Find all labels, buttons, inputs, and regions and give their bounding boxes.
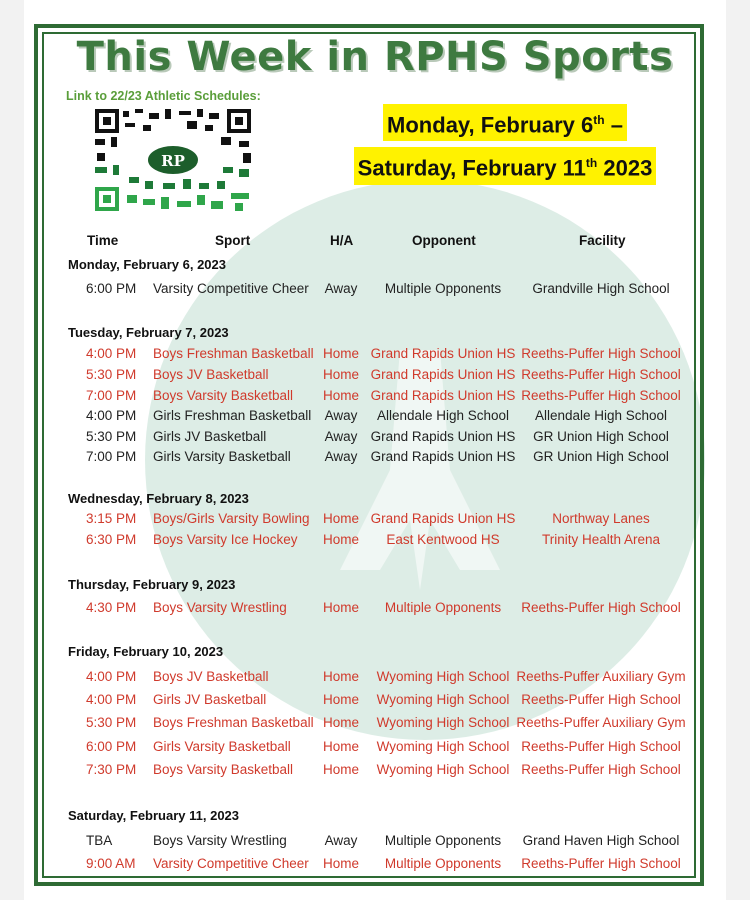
game-opponent: Multiple Opponents xyxy=(384,281,502,296)
page-title: This Week in RPHS Sports xyxy=(76,34,674,80)
game-sport: Boys Varsity Wrestling xyxy=(153,600,287,615)
game-time: TBA xyxy=(86,833,113,848)
game-opponent: Allendale High School xyxy=(376,408,510,423)
game-opponent: Multiple Opponents xyxy=(384,833,502,848)
game-sport: Boys/Girls Varsity Bowling xyxy=(153,511,310,526)
game-home-away: Away xyxy=(324,429,358,444)
game-time: 5:30 PM xyxy=(86,429,137,444)
game-home-away: Home xyxy=(322,739,360,754)
game-facility: GR Union High School xyxy=(533,429,669,444)
game-opponent: East Kentwood HS xyxy=(386,532,500,547)
day-heading: Thursday, February 9, 2023 xyxy=(68,577,236,592)
qr-code-icon[interactable] xyxy=(93,107,253,213)
game-opponent: Multiple Opponents xyxy=(384,856,502,871)
game-facility: Allendale High School xyxy=(534,408,668,423)
game-facility: Reeths-Puffer High School xyxy=(521,346,681,361)
game-home-away: Away xyxy=(324,281,358,296)
game-time: 3:15 PM xyxy=(86,511,137,526)
game-home-away: Home xyxy=(322,715,360,730)
game-sport: Boys Varsity Wrestling xyxy=(153,833,287,848)
game-home-away: Away xyxy=(324,408,358,423)
column-header-ha: H/A xyxy=(330,233,354,248)
game-facility: Grand Haven High School xyxy=(522,833,680,848)
game-time: 4:00 PM xyxy=(86,669,137,684)
game-sport: Girls Freshman Basketball xyxy=(153,408,312,423)
game-home-away: Home xyxy=(322,762,360,777)
column-header-sport: Sport xyxy=(215,233,251,248)
game-sport: Boys Varsity Basketball xyxy=(153,762,294,777)
game-sport: Boys JV Basketball xyxy=(153,367,269,382)
game-opponent: Grand Rapids Union HS xyxy=(370,511,516,526)
game-time: 4:00 PM xyxy=(86,408,137,423)
game-opponent: Grand Rapids Union HS xyxy=(370,346,516,361)
game-home-away: Away xyxy=(324,449,358,464)
game-home-away: Home xyxy=(322,388,360,403)
game-sport: Boys Varsity Basketball xyxy=(153,388,294,403)
game-opponent: Grand Rapids Union HS xyxy=(370,367,516,382)
game-time: 4:30 PM xyxy=(86,600,137,615)
game-sport: Boys JV Basketball xyxy=(153,669,269,684)
game-sport: Varsity Competitive Cheer xyxy=(153,281,309,296)
game-home-away: Home xyxy=(322,669,360,684)
game-opponent: Wyoming High School xyxy=(376,669,510,684)
game-sport: Varsity Competitive Cheer xyxy=(153,856,309,871)
game-facility: Reeths-Puffer High School xyxy=(521,856,681,871)
game-time: 6:30 PM xyxy=(86,532,137,547)
game-home-away: Home xyxy=(322,346,360,361)
game-facility: Reeths-Puffer High School xyxy=(521,762,681,777)
game-home-away: Home xyxy=(322,511,360,526)
game-time: 7:00 PM xyxy=(86,449,137,464)
game-facility: Reeths-Puffer Auxiliary Gym xyxy=(516,715,686,730)
date-line-1: Monday, February 6th – xyxy=(383,104,627,141)
game-opponent: Grand Rapids Union HS xyxy=(370,388,516,403)
game-sport: Girls JV Basketball xyxy=(153,429,267,444)
game-home-away: Home xyxy=(322,367,360,382)
game-time: 4:00 PM xyxy=(86,346,137,361)
game-time: 6:00 PM xyxy=(86,739,137,754)
day-heading: Friday, February 10, 2023 xyxy=(68,644,224,659)
game-time: 9:00 AM xyxy=(86,856,136,871)
game-home-away: Home xyxy=(322,600,360,615)
game-opponent: Grand Rapids Union HS xyxy=(370,449,516,464)
game-opponent: Multiple Opponents xyxy=(384,600,502,615)
game-facility: Reeths-Puffer High School xyxy=(521,367,681,382)
game-facility: Northway Lanes xyxy=(552,511,650,526)
game-facility: Reeths-Puffer High School xyxy=(521,388,681,403)
game-opponent: Wyoming High School xyxy=(376,762,510,777)
game-time: 5:30 PM xyxy=(86,367,137,382)
date-range-banner xyxy=(340,104,670,191)
game-time: 6:00 PM xyxy=(86,281,137,296)
game-facility: GR Union High School xyxy=(533,449,669,464)
game-time: 4:00 PM xyxy=(86,692,137,707)
game-sport: Boys Varsity Ice Hockey xyxy=(153,532,298,547)
column-header-opponent: Opponent xyxy=(412,233,476,248)
day-heading: Saturday, February 11, 2023 xyxy=(68,808,240,823)
column-header-time: Time xyxy=(87,233,119,248)
game-facility: Reeths-Puffer Auxiliary Gym xyxy=(516,669,686,684)
game-opponent: Wyoming High School xyxy=(376,739,510,754)
game-sport: Girls JV Basketball xyxy=(153,692,267,707)
game-sport: Boys Freshman Basketball xyxy=(153,715,314,730)
day-heading: Tuesday, February 7, 2023 xyxy=(68,325,229,340)
qr-logo-text: RP xyxy=(161,152,185,170)
game-time: 7:00 PM xyxy=(86,388,137,403)
game-opponent: Wyoming High School xyxy=(376,715,510,730)
game-time: 5:30 PM xyxy=(86,715,137,730)
game-sport: Girls Varsity Basketball xyxy=(153,739,291,754)
game-facility: Grandville High School xyxy=(532,281,670,296)
game-facility: Reeths-Puffer High School xyxy=(521,692,681,707)
game-opponent: Grand Rapids Union HS xyxy=(370,429,516,444)
game-time: 7:30 PM xyxy=(86,762,137,777)
game-home-away: Home xyxy=(322,856,360,871)
schedule-link-label: Link to 22/23 Athletic Schedules: xyxy=(66,89,261,103)
date-line-2: Saturday, February 11th 2023 xyxy=(354,147,657,184)
game-sport: Boys Freshman Basketball xyxy=(153,346,314,361)
game-facility: Reeths-Puffer High School xyxy=(521,600,681,615)
day-heading: Monday, February 6, 2023 xyxy=(68,257,226,272)
game-home-away: Home xyxy=(322,532,360,547)
game-sport: Girls Varsity Basketball xyxy=(153,449,291,464)
day-heading: Wednesday, February 8, 2023 xyxy=(68,491,249,506)
game-home-away: Away xyxy=(324,833,358,848)
game-facility: Trinity Health Arena xyxy=(541,532,661,547)
game-opponent: Wyoming High School xyxy=(376,692,510,707)
game-home-away: Home xyxy=(322,692,360,707)
column-header-facility: Facility xyxy=(579,233,626,248)
game-facility: Reeths-Puffer High School xyxy=(521,739,681,754)
